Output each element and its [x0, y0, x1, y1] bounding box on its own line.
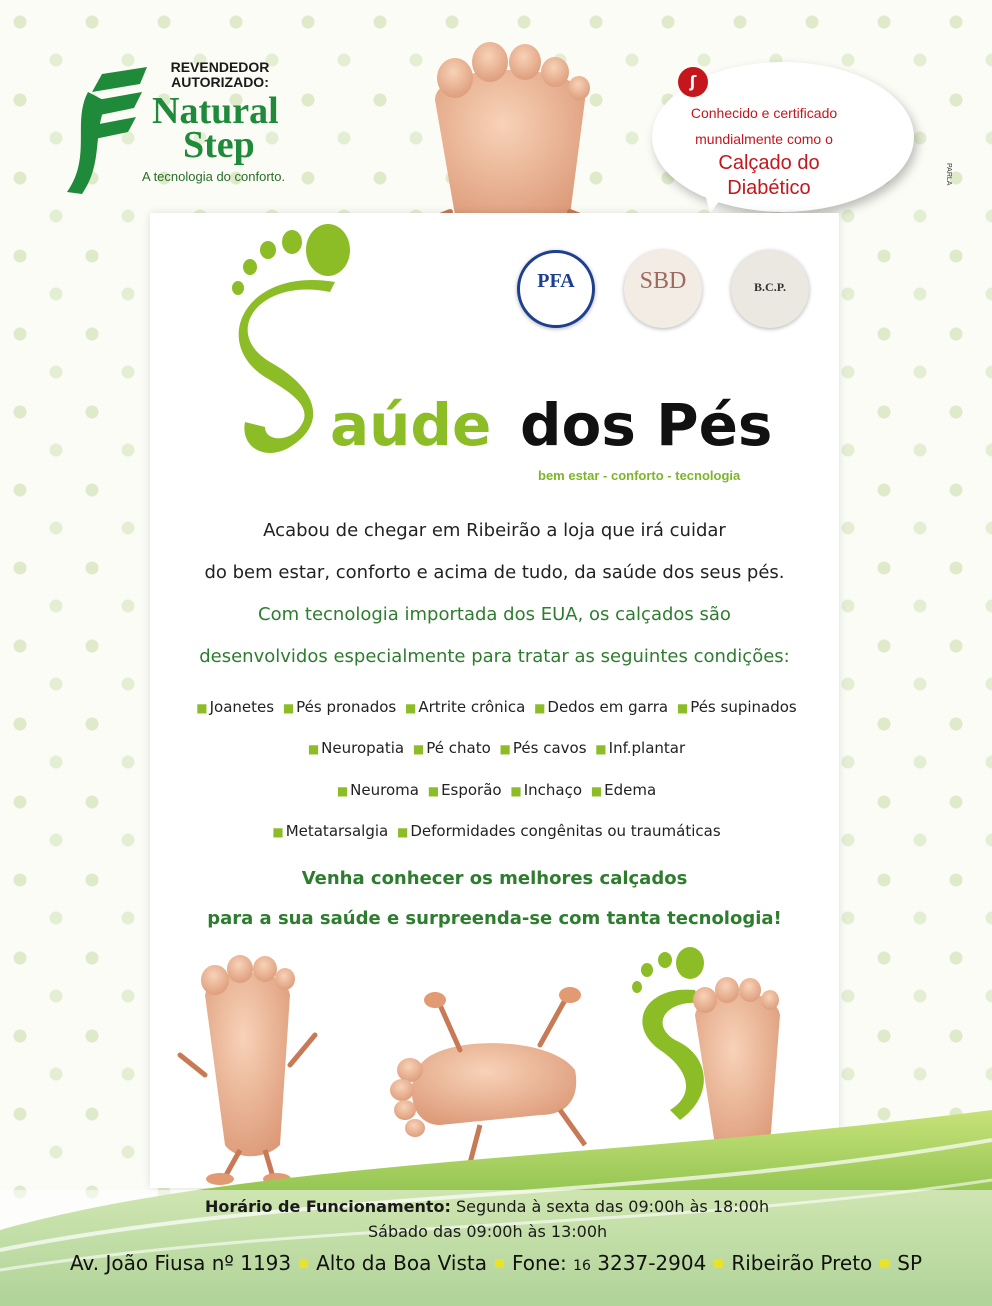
condition-item: Deformidades congênitas ou traumáticas [410, 822, 721, 840]
condition-item: Neuropatia [321, 739, 405, 757]
address-line [0, 1251, 992, 1275]
condition-item: Pés supinados [690, 698, 797, 716]
bubble-text-line-2: mundialmente como o [695, 131, 833, 147]
intro-line-2: do bem estar, conforto e acima de tudo, da saúde dos seus pés. [204, 562, 785, 583]
reseller-line-2: AUTORIZADO: [171, 74, 269, 90]
condition-item: Edema [604, 781, 657, 799]
brand-name-line-1: Natural [152, 90, 279, 132]
opening-hours-label: Horário de Funcionamento: [205, 1197, 451, 1216]
condition-item: Inf.plantar [608, 739, 686, 757]
reseller-label [150, 60, 290, 90]
district: Alto da Boa Vista [316, 1251, 487, 1275]
conditions-row: ■ Joanetes ■ Pés pronados ■ Artrite crônica ■ Dedos em garra ■ Pés supinados [196, 698, 797, 716]
call-to-action-line-1: Venha conhecer os melhores calçados [301, 868, 688, 889]
technology-line-1: Com tecnologia importada dos EUA, os calçados são [258, 604, 731, 625]
title-dos-pes-part: dos Pés [520, 391, 773, 459]
technology-line-2: desenvolvidos especialmente para tratar as seguintes condições: [199, 646, 790, 667]
phone-label: Fone: [512, 1251, 567, 1275]
opening-hours-weekdays [205, 1197, 769, 1216]
foot-badge-icon: ʃ [678, 67, 708, 97]
street-address: Av. João Fiusa nº 1193 [69, 1251, 292, 1275]
phone-area-code: 16 [573, 1258, 591, 1274]
call-to-action-line-2: para a sua saúde e surpreenda-se com tanta tecnologia! [207, 908, 782, 929]
winged-foot-logo-icon [62, 62, 152, 197]
title-saude-part: aúde [330, 391, 492, 459]
bcp-seal-label: B.C.P. [754, 280, 786, 294]
conditions-row: ■ Neuroma ■ Esporão ■ Inchaço ■ Edema [336, 781, 657, 799]
bubble-text-line-1: Conhecido e certificado [690, 105, 838, 121]
condition-item: Dedos em garra [547, 698, 669, 716]
bubble-highlight-line-2: Diabético [727, 177, 811, 199]
conditions-row: ■ Neuropatia ■ Pé chato ■ Pés cavos ■ Inf.plantar [307, 739, 686, 757]
brand-name-line-2: Step [183, 124, 255, 166]
condition-item: Pé chato [426, 739, 491, 757]
condition-item: Inchaço [523, 781, 583, 799]
phone-number: 3237-2904 [597, 1251, 707, 1275]
condition-item: Artrite crônica [418, 698, 526, 716]
condition-item: Metatarsalgia [285, 822, 389, 840]
waving-foot-character-icon [395, 40, 625, 240]
brand-tagline: A tecnologia do conforto. [142, 169, 286, 184]
pfa-seal-label: PFA [537, 270, 575, 292]
designer-credit: PARLA [945, 163, 952, 186]
conditions-row: ■ Metatarsalgia ■ Deformidades congênitas ou traumáticas [272, 822, 721, 840]
reseller-line-1: REVENDEDOR [170, 59, 270, 75]
intro-line-1: Acabou de chegar em Ribeirão a loja que irá cuidar [263, 520, 726, 541]
state: SP [897, 1251, 923, 1275]
opening-hours-saturday: Sábado das 09:00h às 13:00h [368, 1222, 608, 1241]
title-subtitle: bem estar - conforto - tecnologia [538, 468, 741, 483]
opening-hours-week: Segunda à sexta das 09:00h às 18:00h [456, 1197, 770, 1216]
bubble-highlight-line-1: Calçado do [718, 152, 820, 174]
condition-item: Neuroma [350, 781, 419, 799]
condition-item: Pés cavos [512, 739, 587, 757]
condition-item: Pés pronados [296, 698, 397, 716]
condition-item: Esporão [441, 781, 502, 799]
city: Ribeirão Preto [731, 1251, 873, 1275]
condition-item: Joanetes [209, 698, 275, 716]
sbd-seal-label: SBD [639, 268, 687, 294]
